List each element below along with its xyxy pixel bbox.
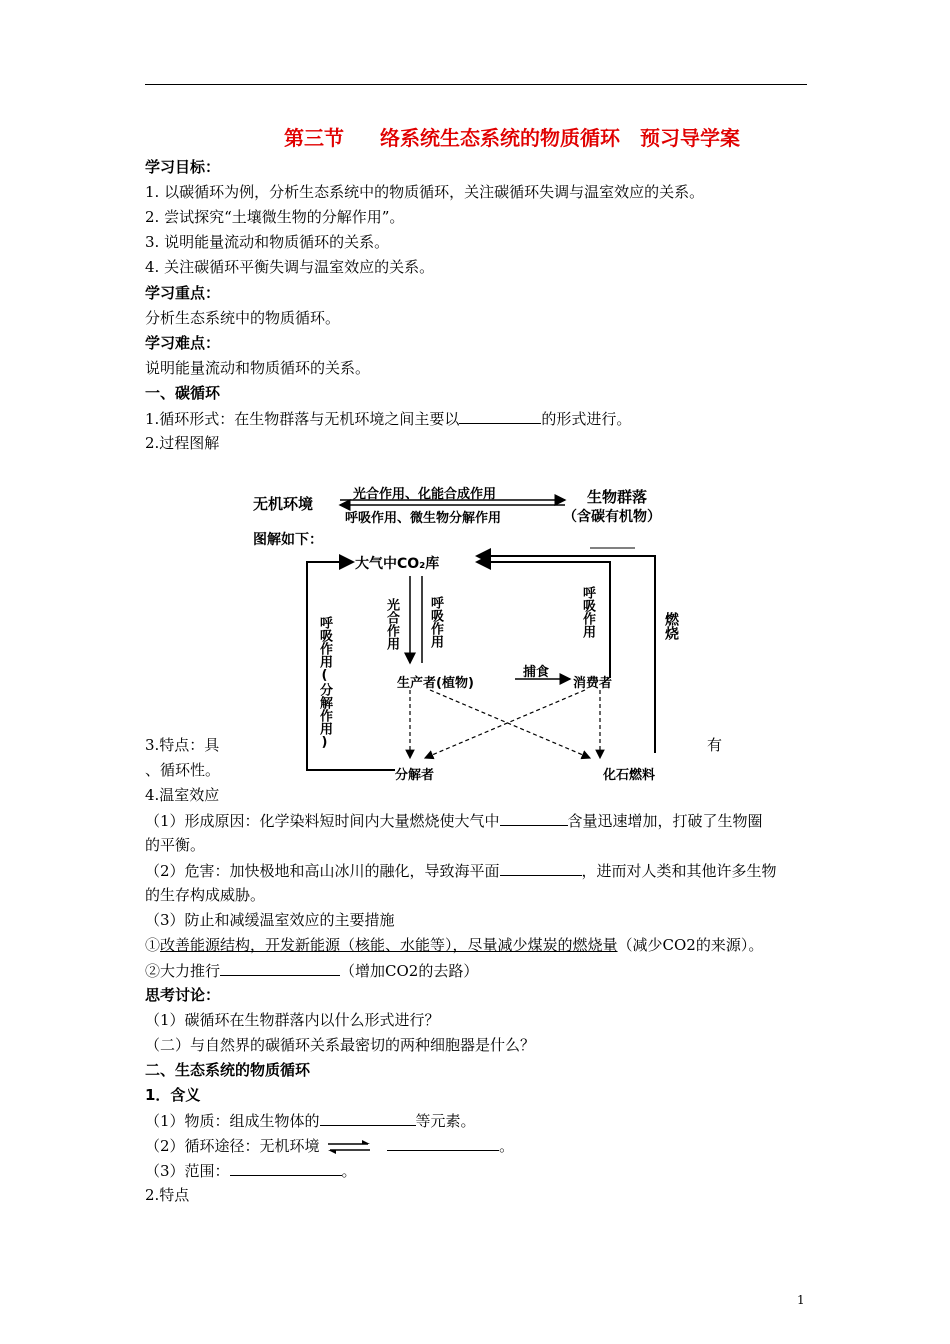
discussion-q1: （1）碳循环在生物群落内以什么形式进行？ bbox=[145, 1011, 440, 1029]
features-heading: 2.特点 bbox=[145, 1186, 190, 1204]
carbon-cycle-diagram bbox=[245, 478, 705, 783]
arrow-label-photosynthesis: 光合作用、化能合成作用 bbox=[353, 487, 497, 502]
measure-1 bbox=[145, 936, 763, 954]
difficulty-heading: 学习难点： bbox=[145, 334, 221, 352]
feature-cyclic: 、循环性。 bbox=[145, 761, 221, 779]
consumer: 消费者 bbox=[573, 676, 613, 691]
decomposition-label: 呼吸作用(分解作用) bbox=[317, 616, 332, 750]
consumer-respiration-label: 呼吸作用 bbox=[580, 586, 595, 638]
cause-cont: 的平衡。 bbox=[145, 836, 206, 854]
header-rule bbox=[145, 84, 807, 85]
photosynthesis-label: 光合作用 bbox=[384, 598, 399, 650]
cause-text: （1）形成原因：化学染料短时间内大量燃烧使大气中 bbox=[145, 812, 500, 830]
arrow-producer-to-fossil bbox=[430, 690, 590, 758]
section1-heading: 一、碳循环 bbox=[145, 384, 221, 402]
objective-item: 4. 关注碳循环平衡失调与温室效应的关系。 bbox=[145, 258, 435, 276]
respiration-label: 呼吸作用 bbox=[428, 596, 443, 648]
cycle-form-line bbox=[145, 409, 631, 428]
producer: 生产者(植物) bbox=[397, 676, 474, 691]
answer-blank[interactable] bbox=[220, 961, 340, 976]
measure-1-marker: ① bbox=[145, 936, 161, 954]
harm-text: （2）危害：加快极地和高山冰川的融化，导致海平面 bbox=[145, 862, 500, 880]
scope-line bbox=[145, 1161, 357, 1180]
arrow-label-respiration: 呼吸作用、微生物分解作用 bbox=[345, 511, 502, 526]
diagram-intro: 图解如下： bbox=[253, 532, 323, 548]
decomposer: 分解者 bbox=[395, 768, 435, 783]
keypoint-heading: 学习重点： bbox=[145, 284, 221, 302]
meaning-heading: 1．含义 bbox=[145, 1086, 201, 1104]
measure-2-note: （增加CO2的去路） bbox=[340, 962, 479, 980]
title-kind: 预习导学案 bbox=[640, 126, 740, 150]
section2-heading: 二、生态系统的物质循环 bbox=[145, 1061, 311, 1079]
objective-item: 1. 以碳循环为例，分析生态系统中的物质循环，关注碳循环失调与温室效应的关系。 bbox=[145, 183, 705, 201]
predation-label: 捕食 bbox=[523, 665, 550, 680]
fossil-fuel: 化石燃料 bbox=[603, 768, 656, 783]
biological-community: 生物群落 bbox=[587, 488, 648, 506]
answer-blank[interactable] bbox=[230, 1161, 342, 1176]
substance-line bbox=[145, 1111, 476, 1130]
double-arrow-icon bbox=[324, 1139, 374, 1155]
community-note: （含碳有机物） bbox=[563, 509, 661, 525]
burning-label: 燃烧 bbox=[663, 612, 679, 640]
page-number: 1 bbox=[797, 1293, 805, 1307]
measure-1-note: （减少CO2的来源）。 bbox=[617, 936, 764, 954]
harm-text-end: ，进而对人类和其他许多生物 bbox=[581, 862, 777, 880]
answer-blank[interactable] bbox=[320, 1111, 416, 1126]
harm-cont: 的生存构成威胁。 bbox=[145, 886, 266, 904]
measure-2 bbox=[145, 961, 478, 980]
discussion-heading: 思考讨论： bbox=[145, 986, 221, 1004]
answer-blank[interactable] bbox=[387, 1136, 499, 1151]
arrow-consumer-to-decomposer bbox=[425, 690, 585, 758]
difficulty-text: 说明能量流动和物质循环的关系。 bbox=[145, 359, 371, 377]
feature-line-end: 有 bbox=[707, 736, 723, 754]
cycle-form-text-end: 的形式进行。 bbox=[541, 410, 632, 428]
substance-text-end: 等元素。 bbox=[415, 1112, 476, 1130]
cause-text-end: 含量迅速增加，打破了生物圈 bbox=[567, 812, 763, 830]
keypoint-text: 分析生态系统中的物质循环。 bbox=[145, 309, 341, 327]
cycle-form-text: 1.循环形式：在生物群落与无机环境之间主要以 bbox=[145, 410, 460, 428]
arrow-fossil-burning bbox=[477, 556, 655, 753]
title-section: 第三节 bbox=[284, 126, 344, 150]
title-topic: 络系统生态系统的物质循环 bbox=[380, 126, 620, 150]
inorganic-environment: 无机环境 bbox=[253, 495, 314, 513]
answer-blank[interactable] bbox=[459, 409, 541, 424]
harm-line bbox=[145, 861, 777, 880]
pathway-text: （2）循环途径：无机环境 bbox=[145, 1137, 320, 1155]
objective-item: 2. 尝试探究“土壤微生物的分解作用”。 bbox=[145, 208, 405, 226]
scope-end: 。 bbox=[341, 1162, 357, 1180]
answer-blank[interactable] bbox=[500, 861, 582, 876]
measure-1-text: 改善能源结构，开发新能源（核能、水能等），尽量减少煤炭的燃烧量 bbox=[160, 936, 618, 954]
atmosphere-co2-pool: 大气中CO₂库 bbox=[355, 556, 440, 572]
process-diagram-label: 2.过程图解 bbox=[145, 434, 220, 452]
objective-item: 3. 说明能量流动和物质循环的关系。 bbox=[145, 233, 390, 251]
objectives-heading: 学习目标： bbox=[145, 158, 221, 176]
answer-blank[interactable] bbox=[500, 811, 568, 826]
discussion-q2: （二）与自然界的碳循环关系最密切的两种细胞器是什么？ bbox=[145, 1036, 536, 1054]
measure-2-text: ②大力推行 bbox=[145, 962, 221, 980]
feature-line-start: 3.特点：具 bbox=[145, 736, 220, 754]
cause-line bbox=[145, 811, 763, 830]
scope-text: （3）范围： bbox=[145, 1162, 230, 1180]
greenhouse-heading: 4.温室效应 bbox=[145, 786, 220, 804]
pathway-line bbox=[145, 1136, 514, 1155]
substance-text: （1）物质：组成生物体的 bbox=[145, 1112, 320, 1130]
pathway-end: 。 bbox=[499, 1137, 515, 1155]
measures-heading: （3）防止和减缓温室效应的主要措施 bbox=[145, 911, 395, 929]
page-title bbox=[284, 122, 740, 151]
